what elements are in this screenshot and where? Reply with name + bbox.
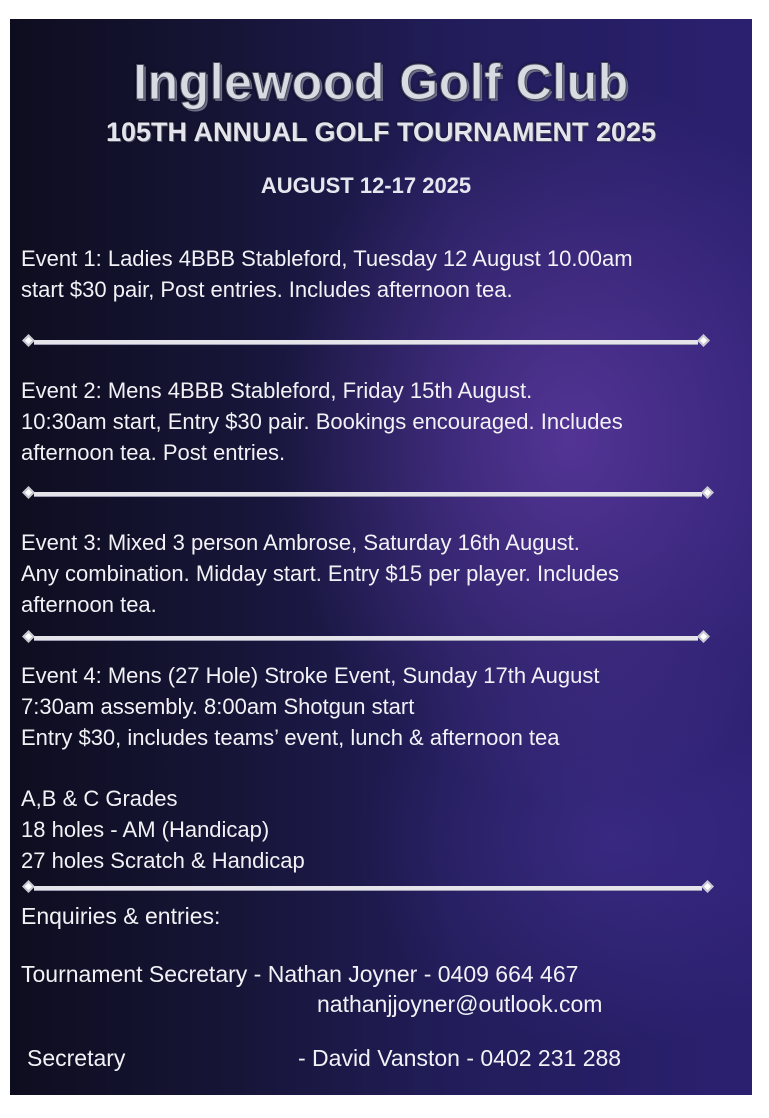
section-divider-2 [22, 487, 714, 501]
tournament-subtitle: 105TH ANNUAL GOLF TOURNAMENT 2025 [105, 117, 657, 147]
secretary-label: Secretary [27, 1045, 126, 1071]
grades-line-2: 18 holes - AM (Handicap) [21, 817, 270, 842]
diamond-icon [697, 630, 710, 643]
event-1-description [21, 243, 633, 305]
section-divider-1 [22, 335, 710, 349]
grades-list [21, 783, 305, 876]
club-name-title: Inglewood Golf Club [133, 54, 629, 110]
diamond-icon [22, 486, 35, 499]
enquiries-heading: Enquiries & entries: [21, 903, 221, 929]
diamond-icon [701, 486, 714, 499]
grades-line-1: A,B & C Grades [21, 786, 178, 811]
tournament-dates: AUGUST 12-17 2025 [260, 173, 472, 198]
tournament-secretary-email[interactable]: nathanjjoyner@outlook.com [317, 991, 603, 1017]
diamond-icon [22, 880, 35, 893]
event-3-line-1: Event 3: Mixed 3 person Ambrose, Saturday 16th August. [21, 530, 580, 555]
event-4-line-3: Entry $30, includes teams’ event, lunch & afternoon tea [21, 725, 560, 750]
event-3-line-2: Any combination. Midday start. Entry $15 per player. Includes [21, 561, 619, 586]
diamond-icon [22, 334, 35, 347]
event-3-line-3: afternoon tea. [21, 592, 157, 617]
event-2-line-1: Event 2: Mens 4BBB Stableford, Friday 15th August. [21, 378, 533, 403]
diamond-icon [22, 630, 35, 643]
event-4-line-1: Event 4: Mens (27 Hole) Stroke Event, Sunday 17th August [21, 663, 600, 688]
event-2-line-2: 10:30am start, Entry $30 pair. Bookings encouraged. Includes [21, 409, 623, 434]
event-1-line-1: Event 1: Ladies 4BBB Stableford, Tuesday 12 August 10.00am [21, 246, 633, 271]
event-4-description [21, 660, 599, 753]
section-divider-3 [22, 631, 710, 645]
tournament-secretary-contact: Tournament Secretary - Nathan Joyner - 0409 664 467 [21, 961, 579, 987]
event-4-line-2: 7:30am assembly. 8:00am Shotgun start [21, 694, 415, 719]
diamond-icon [697, 334, 710, 347]
event-2-description [21, 375, 623, 468]
diamond-icon [701, 880, 714, 893]
secretary-contact-details: - David Vanston - 0402 231 288 [298, 1045, 622, 1071]
grades-line-3: 27 holes Scratch & Handicap [21, 848, 305, 873]
event-2-line-3: afternoon tea. Post entries. [21, 440, 286, 465]
section-divider-4 [22, 881, 714, 895]
tournament-poster [10, 19, 752, 1095]
event-3-description [21, 527, 619, 620]
event-1-line-2: start $30 pair, Post entries. Includes afternoon tea. [21, 277, 513, 302]
